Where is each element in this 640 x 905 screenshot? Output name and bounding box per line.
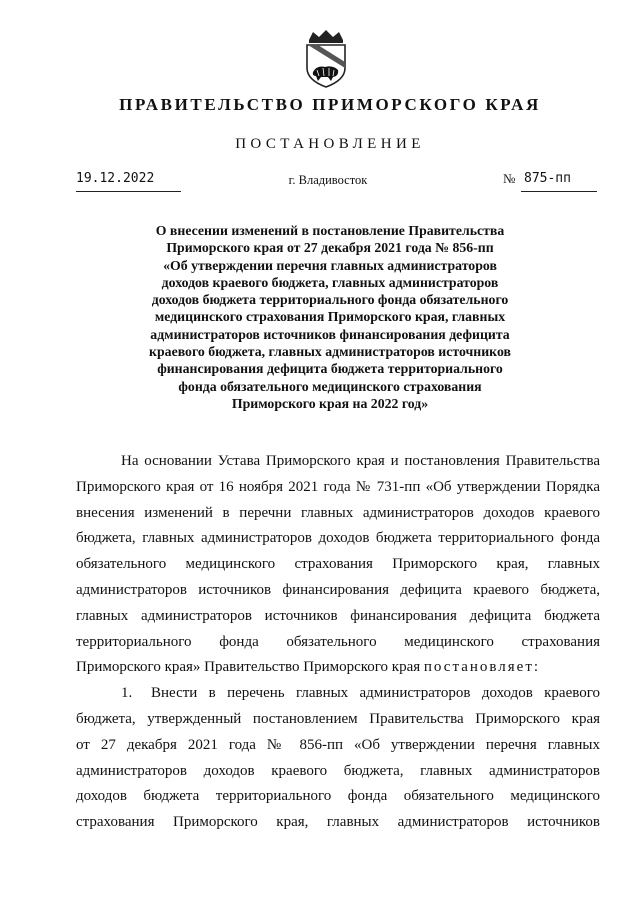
point-1-line: страхования Приморского края, главных администраторов источников <box>76 814 600 831</box>
document-body <box>76 449 600 836</box>
heading-line: доходов краевого бюджета, главных администраторов <box>161 274 499 290</box>
preamble-line: обязательного медицинского страхования Приморского края, главных <box>76 556 600 573</box>
preamble-line: внесения изменений в перечни главных администраторов доходов краевого <box>76 504 600 521</box>
heading-line: медицинского страхования Приморского края, главных <box>154 309 506 325</box>
heading-line: доходов бюджета территориального фонда обязательного <box>151 292 509 308</box>
document-heading <box>110 222 550 412</box>
preamble-line: Приморского края от 16 ноября 2021 года № 731-пп «Об утверждении Порядка <box>76 478 600 495</box>
coat-of-arms-icon <box>303 30 349 88</box>
heading-line: Приморского края на 2022 год» <box>231 395 429 411</box>
document-date: 19.12.2022 <box>76 171 181 192</box>
preamble-last-line <box>76 655 600 681</box>
preamble-line: администраторов источников финансирования дефицита краевого бюджета, <box>76 581 600 598</box>
point-text: Внести в перечень главных администраторов доходов краевого <box>151 685 600 702</box>
preamble-line: На основании Устава Приморского края и постановления Правительства <box>121 453 600 469</box>
preamble-line: главных администраторов источников финансирования дефицита бюджета <box>76 607 600 624</box>
heading-line: администраторов источников финансирования дефицита <box>150 326 510 342</box>
document-city: г. Владивосток <box>288 173 368 187</box>
heading-line: О внесении изменений в постановление Правительства <box>155 223 505 238</box>
heading-line: краевого бюджета, главных администраторов источников <box>149 344 511 360</box>
point-1-line: администраторов доходов краевого бюджета, главных администраторов <box>76 762 600 779</box>
preamble-line: бюджета, главных администраторов доходов бюджета территориального фонда <box>76 530 600 547</box>
preamble-line: территориального фонда обязательного медицинского страхования <box>76 633 600 650</box>
document-number: 875-пп <box>521 171 597 192</box>
point-1-first-line <box>76 681 600 707</box>
preamble-closing: Приморского края» Правительство Приморского края <box>76 659 421 676</box>
document-type: ПОСТАНОВЛЕНИЕ <box>235 136 425 152</box>
point-number: 1. <box>121 685 133 702</box>
decree-word: постановляет: <box>423 659 541 676</box>
heading-line: фонда обязательного медицинского страхования <box>178 378 482 394</box>
heading-line: финансирования дефицита бюджета территориального <box>157 361 503 377</box>
document-number-label: № <box>503 171 516 186</box>
heading-line: Приморского края от 27 декабря 2021 года № 856-пп <box>166 240 494 256</box>
point-1-line: от 27 декабря 2021 года № 856-пп «Об утверждении перечня главных <box>76 736 600 753</box>
point-1-line: доходов бюджета территориального фонда обязательного медицинского <box>76 788 600 805</box>
government-title: ПРАВИТЕЛЬСТВО ПРИМОРСКОГО КРАЯ <box>119 95 541 114</box>
point-1-line: бюджета, утвержденный постановлением Правительства Приморского края <box>76 710 600 727</box>
heading-line: «Об утверждении перечня главных администраторов <box>163 257 497 273</box>
